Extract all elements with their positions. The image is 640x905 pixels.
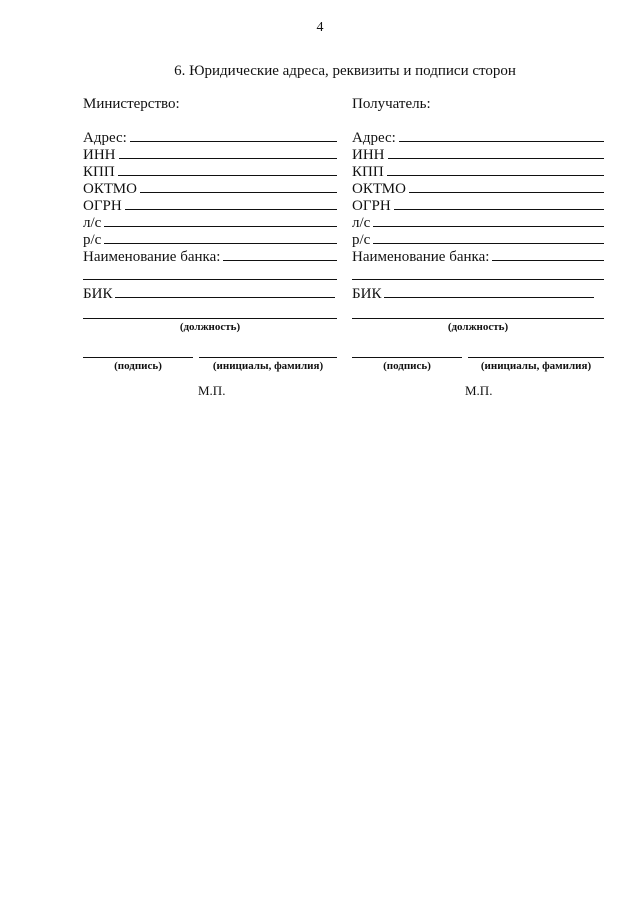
fill-line [492,248,604,261]
ministry-stamp-placeholder: М.П. [198,383,226,398]
field-label: ИНН [83,147,116,163]
ministry-position-caption: (должность) [179,321,241,333]
recipient-stamp-placeholder: М.П. [465,383,493,398]
fill-line [409,180,604,193]
recipient-position-line[interactable] [352,304,604,319]
ministry-signature-caption: (подпись) [114,360,162,372]
field-label: ОКТМО [352,181,406,197]
recipient-ogrn-field[interactable] [352,197,604,214]
recipient-kpp-field[interactable] [352,163,604,180]
field-label: Наименование банка: [352,249,490,265]
fill-line [140,180,337,193]
ministry-ogrn-field[interactable] [83,197,337,214]
ministry-name-caption: (инициалы, фамилия) [212,360,324,372]
fill-line [115,285,335,298]
recipient-bank-name-continuation-line[interactable] [352,265,604,280]
fill-line [373,231,604,244]
fill-line [130,129,337,142]
ministry-name-line[interactable] [199,343,337,358]
field-label: КПП [352,164,384,180]
field-label: р/с [352,232,371,248]
recipient-oktmo-field[interactable] [352,180,604,197]
fill-line [104,231,337,244]
recipient-settlement-account-field[interactable] [352,231,604,248]
field-label: р/с [83,232,102,248]
ministry-address-field[interactable] [83,129,337,146]
recipient-signature-line[interactable] [352,343,462,358]
field-label: Адрес: [352,130,396,146]
ministry-bank-name-field[interactable] [83,248,337,265]
fill-line [399,129,604,142]
recipient-bank-name-field[interactable] [352,248,604,265]
recipient-inn-field[interactable] [352,146,604,163]
page-number: 4 [316,20,324,35]
ministry-bik-field[interactable] [83,285,337,302]
fill-line [387,163,604,176]
field-label: ИНН [352,147,385,163]
ministry-signature-line[interactable] [83,343,193,358]
ministry-party-label: Министерство: [83,96,180,112]
field-label: ОГРН [83,198,122,214]
ministry-position-line[interactable] [83,304,337,319]
fill-line [118,163,337,176]
field-label: ОКТМО [83,181,137,197]
field-label: Адрес: [83,130,127,146]
fill-line [104,214,337,227]
ministry-oktmo-field[interactable] [83,180,337,197]
field-label: БИК [83,286,113,302]
ministry-settlement-account-field[interactable] [83,231,337,248]
fill-line [125,197,337,210]
fill-line [119,146,338,159]
recipient-signature-caption: (подпись) [383,360,431,372]
field-label: л/с [83,215,102,231]
ministry-bank-name-continuation-line[interactable] [83,265,337,280]
ministry-inn-field[interactable] [83,146,337,163]
fill-line [373,214,604,227]
recipient-details-column [352,94,604,372]
field-label: л/с [352,215,371,231]
ministry-personal-account-field[interactable] [83,214,337,231]
ministry-details-column [83,94,337,372]
recipient-name-line[interactable] [468,343,604,358]
field-label: ОГРН [352,198,391,214]
fill-line [394,197,604,210]
recipient-position-caption: (должность) [447,321,509,333]
fill-line [384,285,594,298]
field-label: КПП [83,164,115,180]
field-label: Наименование банка: [83,249,221,265]
section-title: 6. Юридические адреса, реквизиты и подписи сторон [174,63,516,79]
recipient-personal-account-field[interactable] [352,214,604,231]
recipient-party-label: Получатель: [352,96,431,112]
recipient-name-caption: (инициалы, фамилия) [480,360,592,372]
field-label: БИК [352,286,382,302]
recipient-bik-field[interactable] [352,285,604,302]
recipient-address-field[interactable] [352,129,604,146]
ministry-kpp-field[interactable] [83,163,337,180]
fill-line [388,146,605,159]
fill-line [223,248,337,261]
